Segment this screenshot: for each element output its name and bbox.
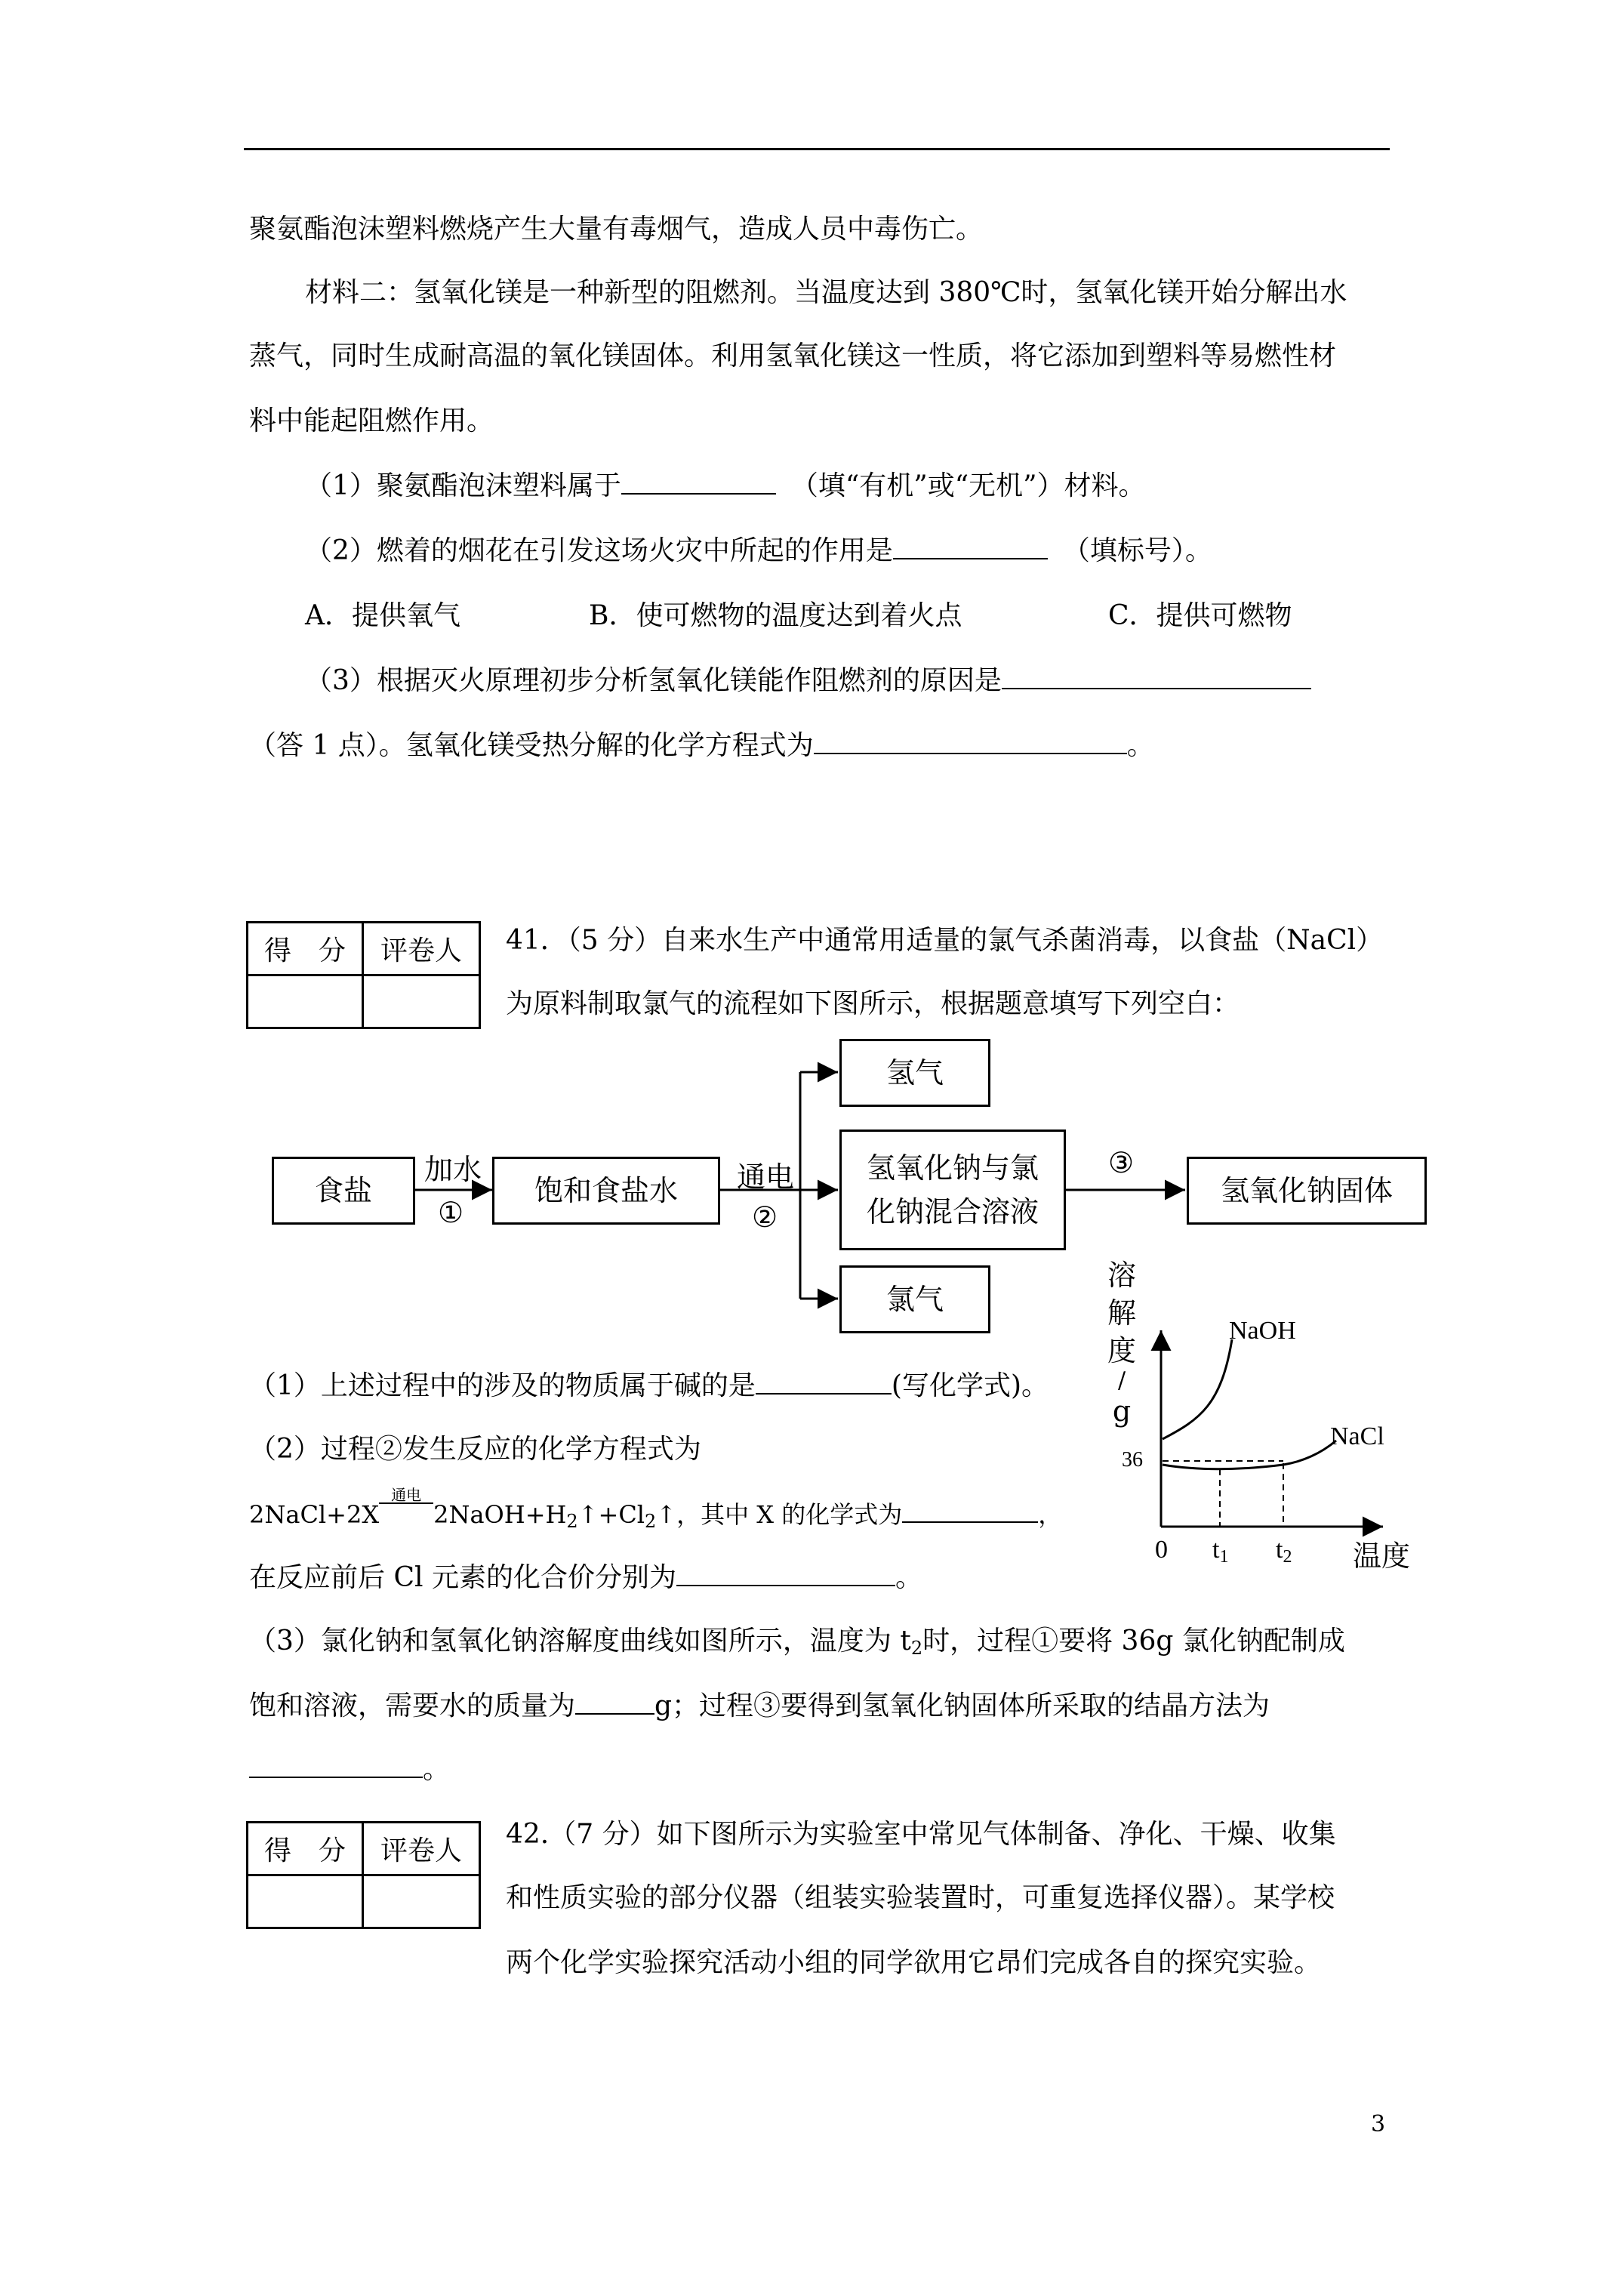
equation-products-a: 2NaOH+H [433, 1500, 567, 1529]
question-2-text: （2）燃着的烟花在引发这场火灾中所起的作用是 [305, 535, 893, 566]
q41-sub-1 [249, 1370, 1049, 1403]
grader-header: 评卷人 [363, 923, 480, 975]
y-label-char: 度 [1107, 1334, 1136, 1367]
grader-header: 评卷人 [363, 1823, 480, 1875]
intro-line-1: 聚氨酯泡沫塑料燃烧产生大量有毒烟气，造成人员中毒伤亡。 [249, 214, 984, 245]
label-step-1: ① [438, 1196, 464, 1229]
t2-subscript: 2 [1283, 1547, 1292, 1567]
equation-condition: 通电 [379, 1487, 433, 1504]
q41-sub-3-line-2 [249, 1690, 1270, 1723]
question-3-text: （3）根据灭火原理初步分析氢氧化镁能作阻燃剂的原因是 [305, 665, 1002, 696]
q41-line-1: 41．（5 分）自来水生产中通常用适量的氯气杀菌消毒，以食盐（NaCl） [506, 925, 1384, 956]
nacl-curve [1163, 1441, 1336, 1469]
period: 。 [895, 1562, 922, 1593]
t1-subscript: 1 [1219, 1547, 1229, 1567]
q41-sub-3-line-1 [249, 1625, 1345, 1665]
equation-products-b: ↑+Cl [577, 1500, 645, 1529]
box-naoh-solid: 氢氧化钠固体 [1187, 1157, 1427, 1225]
material-2-line-3: 料中能起阻燃作用。 [249, 405, 494, 436]
material-2-line-2: 蒸气，同时生成耐高温的氧化镁固体。利用氢氧化镁这一性质，将它添加到塑料等易燃性材 [249, 341, 1337, 371]
y-label-char: / [1117, 1367, 1126, 1394]
valence-text: 在反应前后 Cl 元素的化合价分别为 [249, 1562, 676, 1593]
q41-valence [249, 1561, 922, 1595]
question-3-text-2: （答 1 点）。氢氧化镁受热分解的化学方程式为 [249, 730, 814, 761]
equation-subscript: 2 [566, 1511, 578, 1532]
q41-line-2: 为原料制取氯气的流程如下图所示，根据题意填写下列空白： [506, 988, 1240, 1019]
answer-blank[interactable] [249, 1754, 423, 1778]
q41-sub-1-text: （1）上述过程中的涉及的物质属于碱的是 [249, 1370, 756, 1401]
t1-tick-label [1212, 1536, 1228, 1567]
box-hydrogen: 氢气 [839, 1039, 990, 1107]
equation-question: ↑，其中 X 的化学式为 [656, 1500, 903, 1529]
score-header: 得 分 [248, 1823, 363, 1875]
box-chlorine: 氯气 [839, 1265, 990, 1333]
label-add-water: 加水 [424, 1153, 482, 1186]
t2-subscript: 2 [910, 1638, 923, 1659]
q41-sub-3-text-c: 饱和溶液，需要水的质量为 [249, 1690, 576, 1721]
q41-sub-1-hint: (写化学式)。 [891, 1370, 1049, 1401]
naoh-series-label: NaOH [1229, 1317, 1296, 1345]
box-brine: 饱和食盐水 [492, 1157, 720, 1225]
q42-line-2: 和性质实验的部分仪器（组装实验装置时，可重复选择仪器）。某学校 [506, 1882, 1335, 1913]
option-a: A．提供氧气 [305, 600, 460, 631]
y-label-char: 解 [1107, 1296, 1136, 1330]
q41-sub-3-line-3 [249, 1753, 450, 1786]
answer-blank[interactable] [676, 1562, 895, 1586]
material-2-line-1: 材料二：氢氧化镁是一种新型的阻燃剂。当温度达到 380℃时，氢氧化镁开始分解出水 [305, 277, 1347, 308]
answer-blank[interactable] [756, 1370, 892, 1395]
y-axis-label [1107, 1256, 1137, 1430]
question-1-text: （1）聚氨酯泡沫塑料属于 [305, 470, 621, 501]
grader-cell[interactable] [363, 1875, 480, 1928]
q41-sub-3-text-a: （3）氯化钠和氢氧化钠溶解度曲线如图所示，温度为 t [249, 1626, 911, 1657]
t2-tick-label [1276, 1536, 1292, 1567]
q41-sub-2: （2）过程②发生反应的化学方程式为 [249, 1434, 701, 1465]
q41-sub-3-text-b: 时，过程①要将 36g 氯化钠配制成 [922, 1626, 1345, 1657]
mixture-line-2: 化钠混合溶液 [866, 1195, 1039, 1228]
origin-label: 0 [1155, 1536, 1168, 1564]
t1-text: t [1212, 1536, 1220, 1564]
answer-blank[interactable] [575, 1690, 654, 1715]
box-salt: 食盐 [272, 1157, 415, 1225]
label-electrify: 通电 [737, 1160, 795, 1194]
comma: ， [1038, 1500, 1063, 1529]
t2-text: t [1276, 1536, 1283, 1564]
q42-line-3: 两个化学实验探究活动小组的同学欲用它昂们完成各自的探究实验。 [506, 1947, 1322, 1978]
equation-subscript: 2 [645, 1511, 657, 1532]
q42-line-1: 42.（7 分）如下图所示为实验室中常见气体制备、净化、干燥、收集 [506, 1819, 1336, 1850]
question-2-hint: （填标号）。 [1062, 535, 1212, 566]
option-b: B．使可燃物的温度达到着火点 [589, 600, 962, 631]
q41-sub-3-text-d: g；过程③要得到氢氧化钠固体所采取的结晶方法为 [654, 1690, 1270, 1721]
period: 。 [423, 1754, 451, 1785]
label-step-3: ③ [1108, 1146, 1135, 1179]
option-c: C．提供可燃物 [1108, 600, 1292, 631]
nacl-series-label: NaCl [1330, 1422, 1384, 1450]
period: 。 [1126, 730, 1154, 761]
y-tick-36: 36 [1122, 1448, 1143, 1472]
score-header: 得 分 [248, 923, 363, 975]
y-label-char: 溶 [1107, 1259, 1136, 1292]
y-label-char: g [1112, 1395, 1132, 1428]
score-cell[interactable] [248, 1875, 363, 1928]
x-axis-label: 温度 [1353, 1539, 1411, 1573]
answer-blank[interactable] [902, 1499, 1038, 1523]
score-table-42 [246, 1821, 481, 1929]
question-1-hint: （填“有机”或“无机”）材料。 [790, 470, 1146, 501]
naoh-curve [1163, 1339, 1232, 1439]
equation-arrow [379, 1486, 433, 1531]
mixture-line-1: 氢氧化钠与氯 [866, 1151, 1039, 1185]
page-number: 3 [1371, 2111, 1386, 2137]
reaction-equation [249, 1486, 1063, 1538]
label-step-2: ② [752, 1200, 778, 1234]
equation-reactants: 2NaCl+2X [249, 1500, 380, 1529]
